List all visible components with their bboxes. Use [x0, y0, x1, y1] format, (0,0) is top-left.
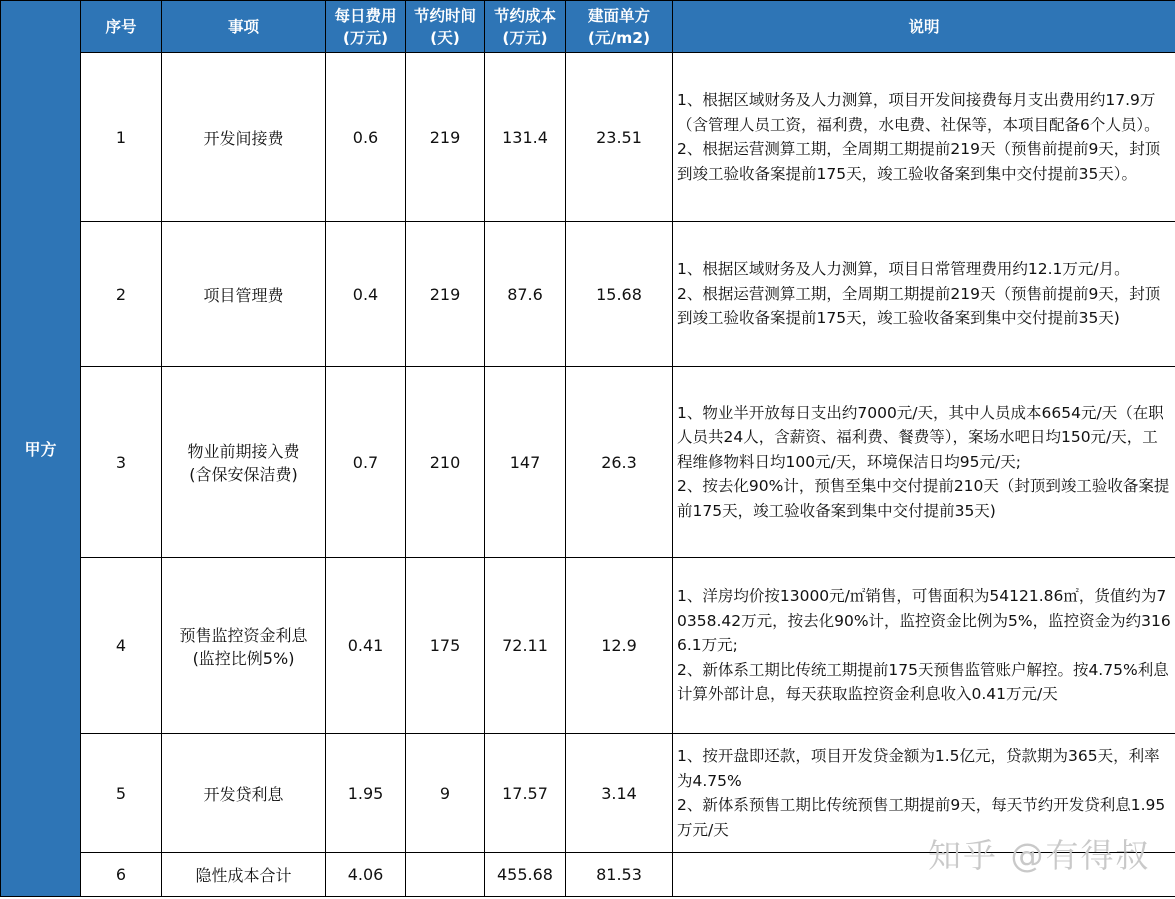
row-saved-cost: 87.6 [485, 222, 566, 367]
row-item: 项目管理费 [162, 222, 326, 367]
header-daily-cost: 每日费用 (万元) [326, 1, 406, 53]
row-index: 4 [81, 558, 162, 734]
row-saved-time: 9 [406, 734, 485, 853]
row-daily-cost: 0.7 [326, 367, 406, 558]
row-daily-cost: 0.4 [326, 222, 406, 367]
side-label: 甲方 [1, 1, 81, 897]
row-saved-time: 219 [406, 222, 485, 367]
row-saved-cost: 147 [485, 367, 566, 558]
header-row [1, 1, 1175, 53]
row-saved-time: 219 [406, 53, 485, 222]
table-row [1, 558, 1175, 734]
row-unit-cost: 26.3 [566, 367, 673, 558]
row-description: 1、物业半开放每日支出约7000元/天，其中人员成本6654元/天（在职人员共24人，含薪资、福利费、餐费等），案场水吧日均150元/天，工程维修物料日均100元/天，环境保洁日均95元/天; 2、按去化90%计，预售至集中交付提前210天（封顶到竣工验收备案提前175天，竣工验收备案到集中交付提前35天) [673, 367, 1175, 558]
row-item: 开发间接费 [162, 53, 326, 222]
row-saved-cost: 455.68 [485, 853, 566, 897]
row-saved-time: 175 [406, 558, 485, 734]
header-description: 说明 [673, 1, 1175, 53]
header-item: 事项 [162, 1, 326, 53]
row-item: 预售监控资金利息 (监控比例5%) [162, 558, 326, 734]
row-item: 物业前期接入费 (含保安保洁费) [162, 367, 326, 558]
row-unit-cost: 15.68 [566, 222, 673, 367]
table-row [1, 367, 1175, 558]
header-saved-time: 节约时间 (天) [406, 1, 485, 53]
row-daily-cost: 0.41 [326, 558, 406, 734]
row-saved-cost: 72.11 [485, 558, 566, 734]
table-row [1, 222, 1175, 367]
row-index: 3 [81, 367, 162, 558]
row-index: 6 [81, 853, 162, 897]
row-index: 1 [81, 53, 162, 222]
row-item: 开发贷利息 [162, 734, 326, 853]
header-index: 序号 [81, 1, 162, 53]
row-daily-cost: 0.6 [326, 53, 406, 222]
row-description: 1、按开盘即还款，项目开发贷金额为1.5亿元，贷款期为365天，利率为4.75% 2、新体系预售工期比传统预售工期提前9天，每天节约开发贷利息1.95万元/天 [673, 734, 1175, 853]
row-index: 2 [81, 222, 162, 367]
row-description: 1、洋房均价按13000元/㎡销售，可售面积为54121.86㎡，货值约为70358.42万元，按去化90%计，监控资金比例为5%，监控资金为约3166.1万元; 2、新体系工期比传统工期提前175天预售监管账户解控。按4.75%利息计算外部计息，每天获取监控资金利息收入0.41万元/天 [673, 558, 1175, 734]
row-saved-cost: 131.4 [485, 53, 566, 222]
row-description: 1、根据区域财务及人力测算，项目开发间接费每月支出费用约17.9万（含管理人员工资，福利费，水电费、社保等，本项目配备6个人员）。 2、根据运营测算工期，全周期工期提前219天（预售前提前9天，封顶到竣工验收备案提前175天，竣工验收备案到集中交付提前35天）。 [673, 53, 1175, 222]
row-saved-time: 210 [406, 367, 485, 558]
table-row [1, 53, 1175, 222]
row-item: 隐性成本合计 [162, 853, 326, 897]
row-description: 1、根据区域财务及人力测算，项目日常管理费用约12.1万元/月。 2、根据运营测算工期，全周期工期提前219天（预售前提前9天，封顶到竣工验收备案提前175天，竣工验收备案到集中交付提前35天) [673, 222, 1175, 367]
row-unit-cost: 81.53 [566, 853, 673, 897]
row-daily-cost: 1.95 [326, 734, 406, 853]
row-unit-cost: 3.14 [566, 734, 673, 853]
row-unit-cost: 23.51 [566, 53, 673, 222]
watermark: 知乎 @有得叔 [928, 836, 1151, 875]
row-daily-cost: 4.06 [326, 853, 406, 897]
header-saved-cost: 节约成本 (万元) [485, 1, 566, 53]
row-saved-cost: 17.57 [485, 734, 566, 853]
header-unit-cost: 建面单方 (元/m2) [566, 1, 673, 53]
row-saved-time [406, 853, 485, 897]
row-unit-cost: 12.9 [566, 558, 673, 734]
row-index: 5 [81, 734, 162, 853]
